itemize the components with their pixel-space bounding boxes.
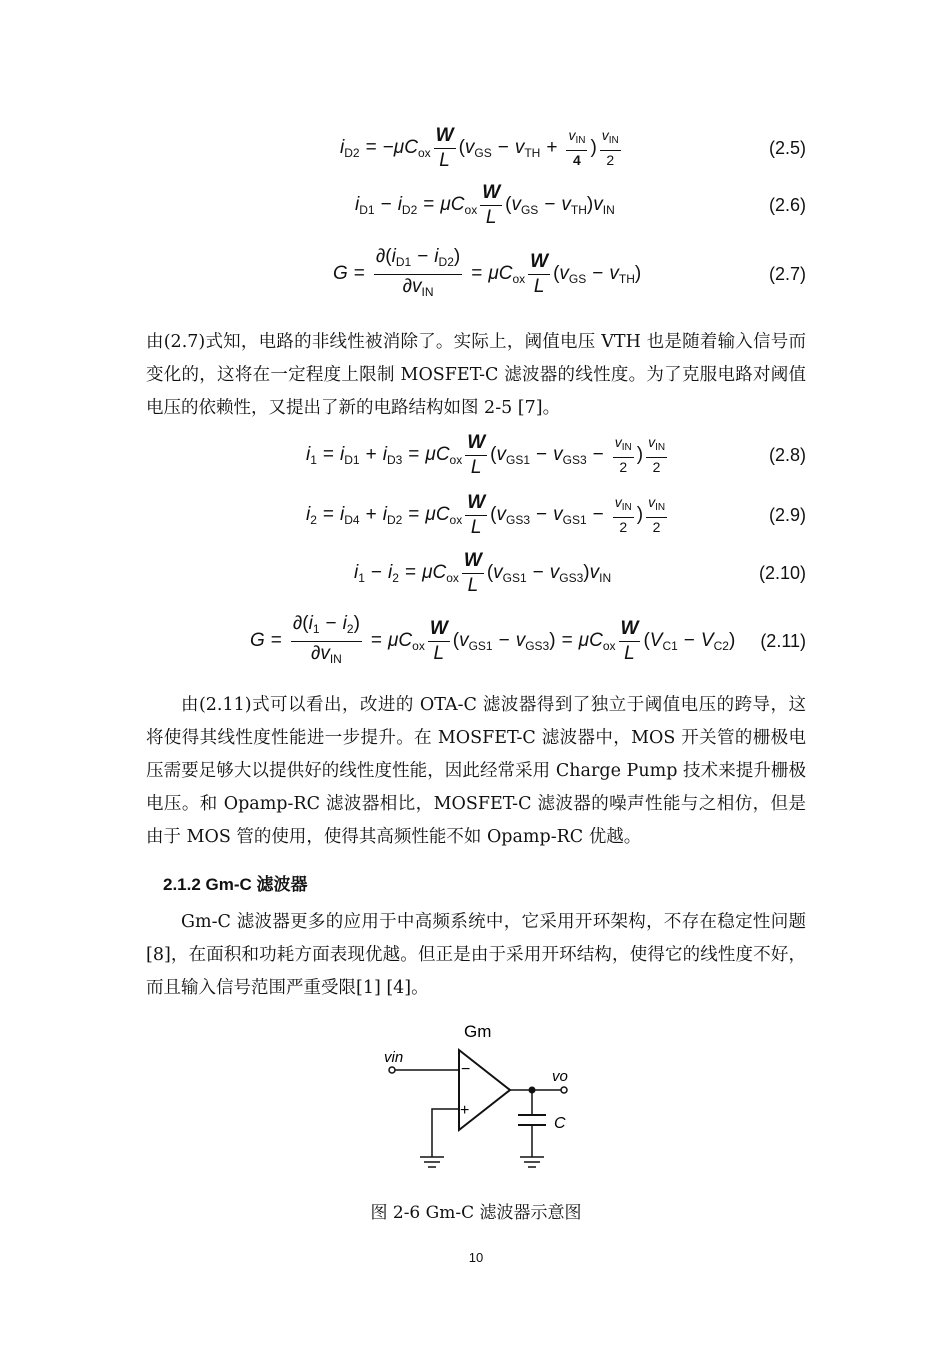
- page-number: 10: [468, 1250, 484, 1265]
- ground-icon: [420, 1157, 444, 1167]
- equation-2-5: $i_{D2}$ = − $\mu C_{ox}$ $\frac{W}{L}$ ( $v_{GS}$ − $v_{TH}$ + $\frac{v_{IN}}{4}$ ) $\frac{v_{IN}}{2}$ (2.5): [0, 120, 952, 176]
- plus-input-wire: [432, 1109, 459, 1157]
- plus-terminal: +: [460, 1102, 470, 1119]
- gm-label: Gm: [464, 1022, 492, 1041]
- equation-2-10: $i_1$ − $i_2$ = $\mu C_{ox}$ $\frac{W}{L}$ ( $v_{GS1}$ − $v_{GS3}$ ) $v_{IN}$ (2.10): [0, 545, 952, 601]
- equation-number: (2.5): [768, 138, 806, 158]
- ground-icon: [520, 1157, 544, 1167]
- equation-2-9: $i_2$ = $i_{D4}$ + $i_{D2}$ = $\mu C_{ox}$ $\frac{W}{L}$ ( $v_{GS3}$ − $v_{GS1}$ − $\frac{v_{IN}}{2}$ ) $\frac{v_{IN}}{2}$ (2.9): [0, 487, 952, 543]
- output-label: vo: [552, 1068, 568, 1085]
- output-terminal: [561, 1087, 567, 1093]
- paragraph-1: 由(2.7)式知，电路的非线性被消除了。实际上，阈值电压 VTH 也是随着输入信号而变化的，这将在一定程度上限制 MOSFET-C 滤波器的线性度。为了克服电路对阈值电压的依赖性，又提出了新的电路结构如图 2-5 [7]。: [146, 332, 806, 418]
- equation-number: (2.6): [768, 195, 806, 215]
- equation-number: (2.7): [768, 264, 806, 284]
- equation-number: (2.9): [768, 505, 806, 525]
- paragraph-3: Gm-C 滤波器更多的应用于中高频系统中，它采用开环架构，不存在稳定性问题[8]，在面积和功耗方面表现优越。但正是由于采用开环结构，使得它的线性度不好，而且输入信号范围严重受限[1] [4]。: [146, 912, 806, 998]
- equation-number: (2.8): [768, 445, 806, 465]
- paragraph-2: 由(2.11)式可以看出，改进的 OTA-C 滤波器得到了独立于阈值电压的跨导，这将使得其线性度性能进一步提升。在 MOSFET-C 滤波器中，MOS 开关管的栅极电压需要足够大以提供好的线性度性能，因此经常采用 Charge Pump 技术来提升栅极电压。和 Opamp-RC 滤波器相比，MOSFET-C 滤波器的噪声性能与之相仿，但是由于 MOS 管的使用，使得其高频性能不如 Opamp-RC 优越。: [146, 695, 806, 847]
- figure-caption: 图 2-6 Gm-C 滤波器示意图: [370, 1203, 582, 1223]
- equation-number: (2.11): [760, 631, 806, 651]
- equation-2-6: $i_{D1}$ − $i_{D2}$ = $\mu C_{ox}$ $\frac{W}{L}$ ( $v_{GS}$ − $v_{TH}$ ) $v_{IN}$ (2.6): [0, 177, 952, 233]
- equation-2-11: G = $\frac{\partial(i_1 - i_2)}{\partial v_{IN}}$ = $\mu C_{ox}$ $\frac{W}{L}$ ( $v_{GS1}$ − $v_{GS3}$ ) = $\mu C_{ox}$ $\frac{W}{L}$ ( $V_{C1}$ − $V_{C2}$ ) (2.11): [0, 613, 952, 669]
- section-heading: 2.1.2 Gm-C 滤波器: [163, 875, 308, 894]
- equation-2-8: $i_1$ = $i_{D1}$ + $i_{D3}$ = $\mu C_{ox}$ $\frac{W}{L}$ ( $v_{GS1}$ − $v_{GS3}$ − $\frac{v_{IN}}{2}$ ) $\frac{v_{IN}}{2}$ (2.8): [0, 427, 952, 483]
- minus-terminal: −: [461, 1061, 471, 1078]
- equation-number: (2.10): [758, 563, 806, 583]
- equation-2-7: G = $\frac{\partial(i_{D1} - i_{D2})}{\partial v_{IN}}$ = $\mu C_{ox}$ $\frac{W}{L}$ ( $v_{GS}$ − $v_{TH}$ ) (2.7): [0, 246, 952, 302]
- input-terminal: [389, 1067, 395, 1073]
- input-label: vin: [384, 1049, 404, 1066]
- capacitor-label: C: [554, 1115, 566, 1132]
- capacitor-icon: [518, 1115, 546, 1125]
